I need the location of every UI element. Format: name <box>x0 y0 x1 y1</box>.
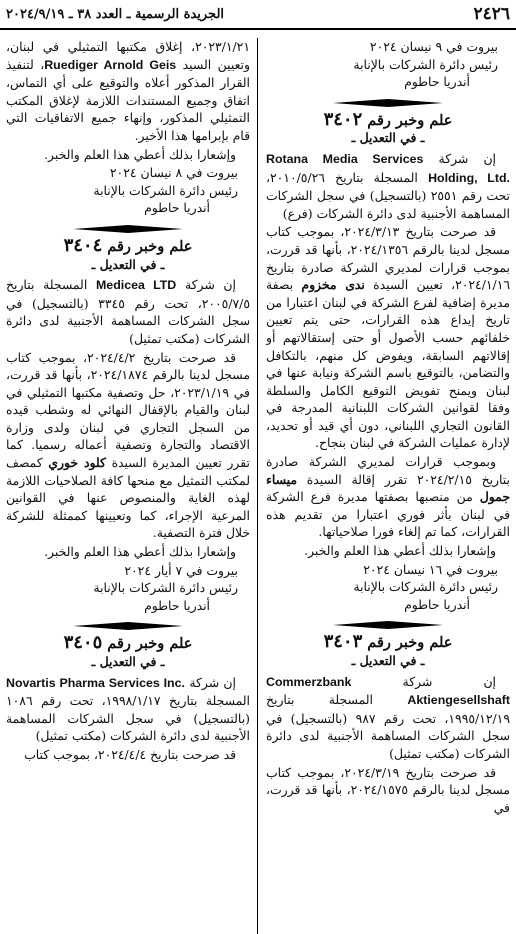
notice-title <box>6 234 250 256</box>
notice-title-text: علم وخبر رقم <box>107 635 193 653</box>
paragraph: وبموجب قرارات لمديري الشركة صادرة بتاريخ ٢٠٢٤/٢/١٥ تقرر إقالة السيدة ميساء جمول من منصبها بصفتها مديرة فرع الشركة في لبنان بأثر فوري اعتبارا من تقديم هذه القرارات، كما تم إلغاء فورا صلاحياتها. <box>266 454 510 540</box>
column-divider <box>257 38 258 934</box>
signature-block <box>6 562 250 615</box>
notice-subtitle: ـ في التعديل ـ <box>351 653 425 668</box>
person-name: ميساء جمول <box>266 471 510 505</box>
separator-ornament-icon <box>73 622 183 630</box>
notice-number: ٣٤٠٤ <box>63 234 103 256</box>
person-name: ندى مخزوم <box>301 277 365 293</box>
separator-ornament-icon <box>73 225 183 233</box>
signature-date: بيروت في ١٦ نيسان ٢٠٢٤ <box>363 561 498 577</box>
notice-subtitle: ـ في التعديل ـ <box>351 130 425 146</box>
signature-date: بيروت في ٩ نيسان ٢٠٢٤ <box>369 39 498 54</box>
closing-line: وإشعارا بذلك أعطي هذا العلم والخبر. <box>44 544 236 560</box>
notice-subtitle: ـ في التعديل ـ <box>91 654 165 669</box>
paragraph: إن شركة Medicea LTD المسجلة بتاريخ ٢٠٠٥/٧/٥، تحت رقم ٣٣٤٥ (بالتسجيل) في سجل الشركات المساهمة الأجنبية لدى دائرة الشركات (مكتب تمثيل) <box>6 277 250 346</box>
section-separator <box>6 622 250 630</box>
paragraph: قد صرحت بتاريخ ٢٠٢٤/٤/٢، بموجب كتاب مسجل لدينا بالرقم ٢٠٢٤/١٨٧٤، بأنها قد قررت، في ٢٠٢٣/١/١٩، حل وتصفية مكتبها التمثيلي في لبنان والقيام بالإقفال النهائي له وشطب قيده من السجل التجاري في لبنان ولدى وزارة الاقتصاد والتجارة وتصفية أعماله رسميا. كما تقرر تعيين المديرة السيدة كلود خوري كمصف لمكتب التمثيل مع منحها كافة الصلاحيات اللازمة لهذه الغاية والمنصوص عنها في القوانين المرعية الإجراء، كما وتعيينها كممثلة للشركة خلال فترة التصفية. <box>6 349 250 541</box>
notice-subtitle: ـ في التعديل ـ <box>91 256 165 272</box>
separator-ornament-icon <box>333 99 443 107</box>
section-separator <box>266 99 510 107</box>
signature-title: رئيس دائرة الشركات بالإنابة <box>93 182 238 198</box>
notice-title-text: علم وخبر رقم <box>107 237 193 255</box>
person-name: Ruediger Arnold Geis <box>44 57 177 72</box>
signature-date: بيروت في ٧ أيار ٢٠٢٤ <box>124 562 238 578</box>
signature-name: أندريا حاطوم <box>144 597 210 613</box>
company-name: Medicea LTD <box>95 278 177 293</box>
paragraph: إن شركة Commerzbank Aktiengesellshaft المسجلة بتاريخ ١٩٩٥/١٢/١٩، تحت رقم ٩٨٧ (بالتسجيل) في سجل الشركات المساهمة الأجنبية لدى دائرة الشركات (مكتب تمثيل) <box>266 673 510 761</box>
right-column <box>266 38 510 934</box>
notice-title <box>266 108 510 130</box>
gazette-info: الجريدة الرسمية ـ العدد ٣٨ ـ ٢٠٢٤/٩/١٩ <box>6 7 225 22</box>
paragraph: ٢٠٢٣/١/٢١، إغلاق مكتبها التمثيلي في لبنان، وتعيين السيد Ruediger Arnold Geis، لتنفيذ القرار المذكور أعلاه والتوقيع على أي التماس، اتفاق وجميع المستندات اللازمة لإغلاق المكتب التمثيلي المذكور، وإنهاء جميع الاتفاقيات التي قام بإبرامها هذا الأخير. <box>6 39 250 143</box>
notice-number: ٣٤٠٥ <box>63 632 103 654</box>
signature-block <box>6 164 250 217</box>
signature-title: رئيس دائرة الشركات بالإنابة <box>93 580 238 596</box>
section-separator <box>266 621 510 629</box>
paragraph: قد صرحت بتاريخ ٢٠٢٤/٤/٤، بموجب كتاب <box>24 746 236 762</box>
closing-line: وإشعارا بذلك أعطي هذا العلم والخبر. <box>44 146 236 162</box>
signature-name: أندريا حاطوم <box>144 200 210 216</box>
notice-title-text: علم وخبر رقم <box>367 634 453 652</box>
page-number: ٢٤٢٦ <box>473 4 510 24</box>
paragraph: قد صرحت بتاريخ ٢٠٢٤/٣/١٩، بموجب كتاب مسجل لدينا بالرقم ٢٠٢٤/١٥٧٥، بأنها قد قررت، في <box>266 764 510 815</box>
section-separator <box>6 225 250 233</box>
closing-line: وإشعارا بذلك أعطي هذا العلم والخبر. <box>304 543 496 559</box>
paragraph: إن شركة Rotana Media Services Holding, Ltd. المسجلة بتاريخ ٢٠١٠/٥/٢٦، تحت رقم ٢٥٥١ (بالتسجيل) في سجل الشركات المساهمة الأجنبية لدى دائرة الشركات (فرع) <box>266 150 510 221</box>
notice-title <box>6 634 250 653</box>
company-name: Commerzbank Aktiengesellshaft <box>266 674 510 708</box>
separator-ornament-icon <box>333 621 443 629</box>
paragraph: إن شركة Novartis Pharma Services Inc. المسجلة بتاريخ ١٩٩٨/١/١٧، تحت رقم ١٠٨٦ (بالتسجيل) في سجل الشركات المساهمة الأجنبية لدى دائرة الشركات (مكتب تمثيل) <box>6 674 250 744</box>
signature-block <box>266 38 510 91</box>
notice-title <box>266 633 510 652</box>
signature-title: رئيس دائرة الشركات بالإنابة <box>353 579 498 595</box>
signature-block <box>266 561 510 614</box>
paragraph: قد صرحت بتاريخ ٢٠٢٤/٣/١٣، بموجب كتاب مسجل لدينا بالرقم ٢٠٢٤/١٣٥٦، بأنها قد قررت، بموجب قرارات لمديري الشركة صادرة بتاريخ ٢٠٢٤/١/١٦، تعيين السيدة ندى مخزوم بصفة مديرة إضافية لفرع الشركة في لبنان اعتبارا من تاريخ إيداع هذه القرارات، حتى يتم تعيين خلفائهم حسب الأصول أو حتى إستقالاتهم أو إقالاتهم السابقة، ويفوض كل منهم، بالتكافل والتضامن، بالتوقيع باسم الشركة ونيابة عنها في لبنان ويمنح تفويض التوقيع الكامل والسلطة وفقا لقوانين الشركات اللبنانية المدرجة في القانون التجاري اللبناني، دون أي قيد أو تحديد، لإدارة عمليات الشركة في لبنان بنجاح. <box>266 224 510 451</box>
signature-name: أندريا حاطوم <box>404 74 470 90</box>
signature-date: بيروت في ٨ نيسان ٢٠٢٤ <box>109 165 238 181</box>
person-name: كلود خوري <box>48 455 106 471</box>
notice-number: ٣٤٠٢ <box>323 108 363 130</box>
company-name: Novartis Pharma Services Inc. <box>6 675 185 690</box>
signature-name: أندريا حاطوم <box>404 596 470 612</box>
page-header <box>0 0 516 30</box>
notice-title-text: علم وخبر رقم <box>367 111 453 129</box>
company-name: Rotana Media Services Holding, Ltd. <box>266 151 510 185</box>
notice-number: ٣٤٠٣ <box>323 631 363 653</box>
left-column <box>6 38 250 934</box>
signature-title: رئيس دائرة الشركات بالإنابة <box>353 56 498 72</box>
